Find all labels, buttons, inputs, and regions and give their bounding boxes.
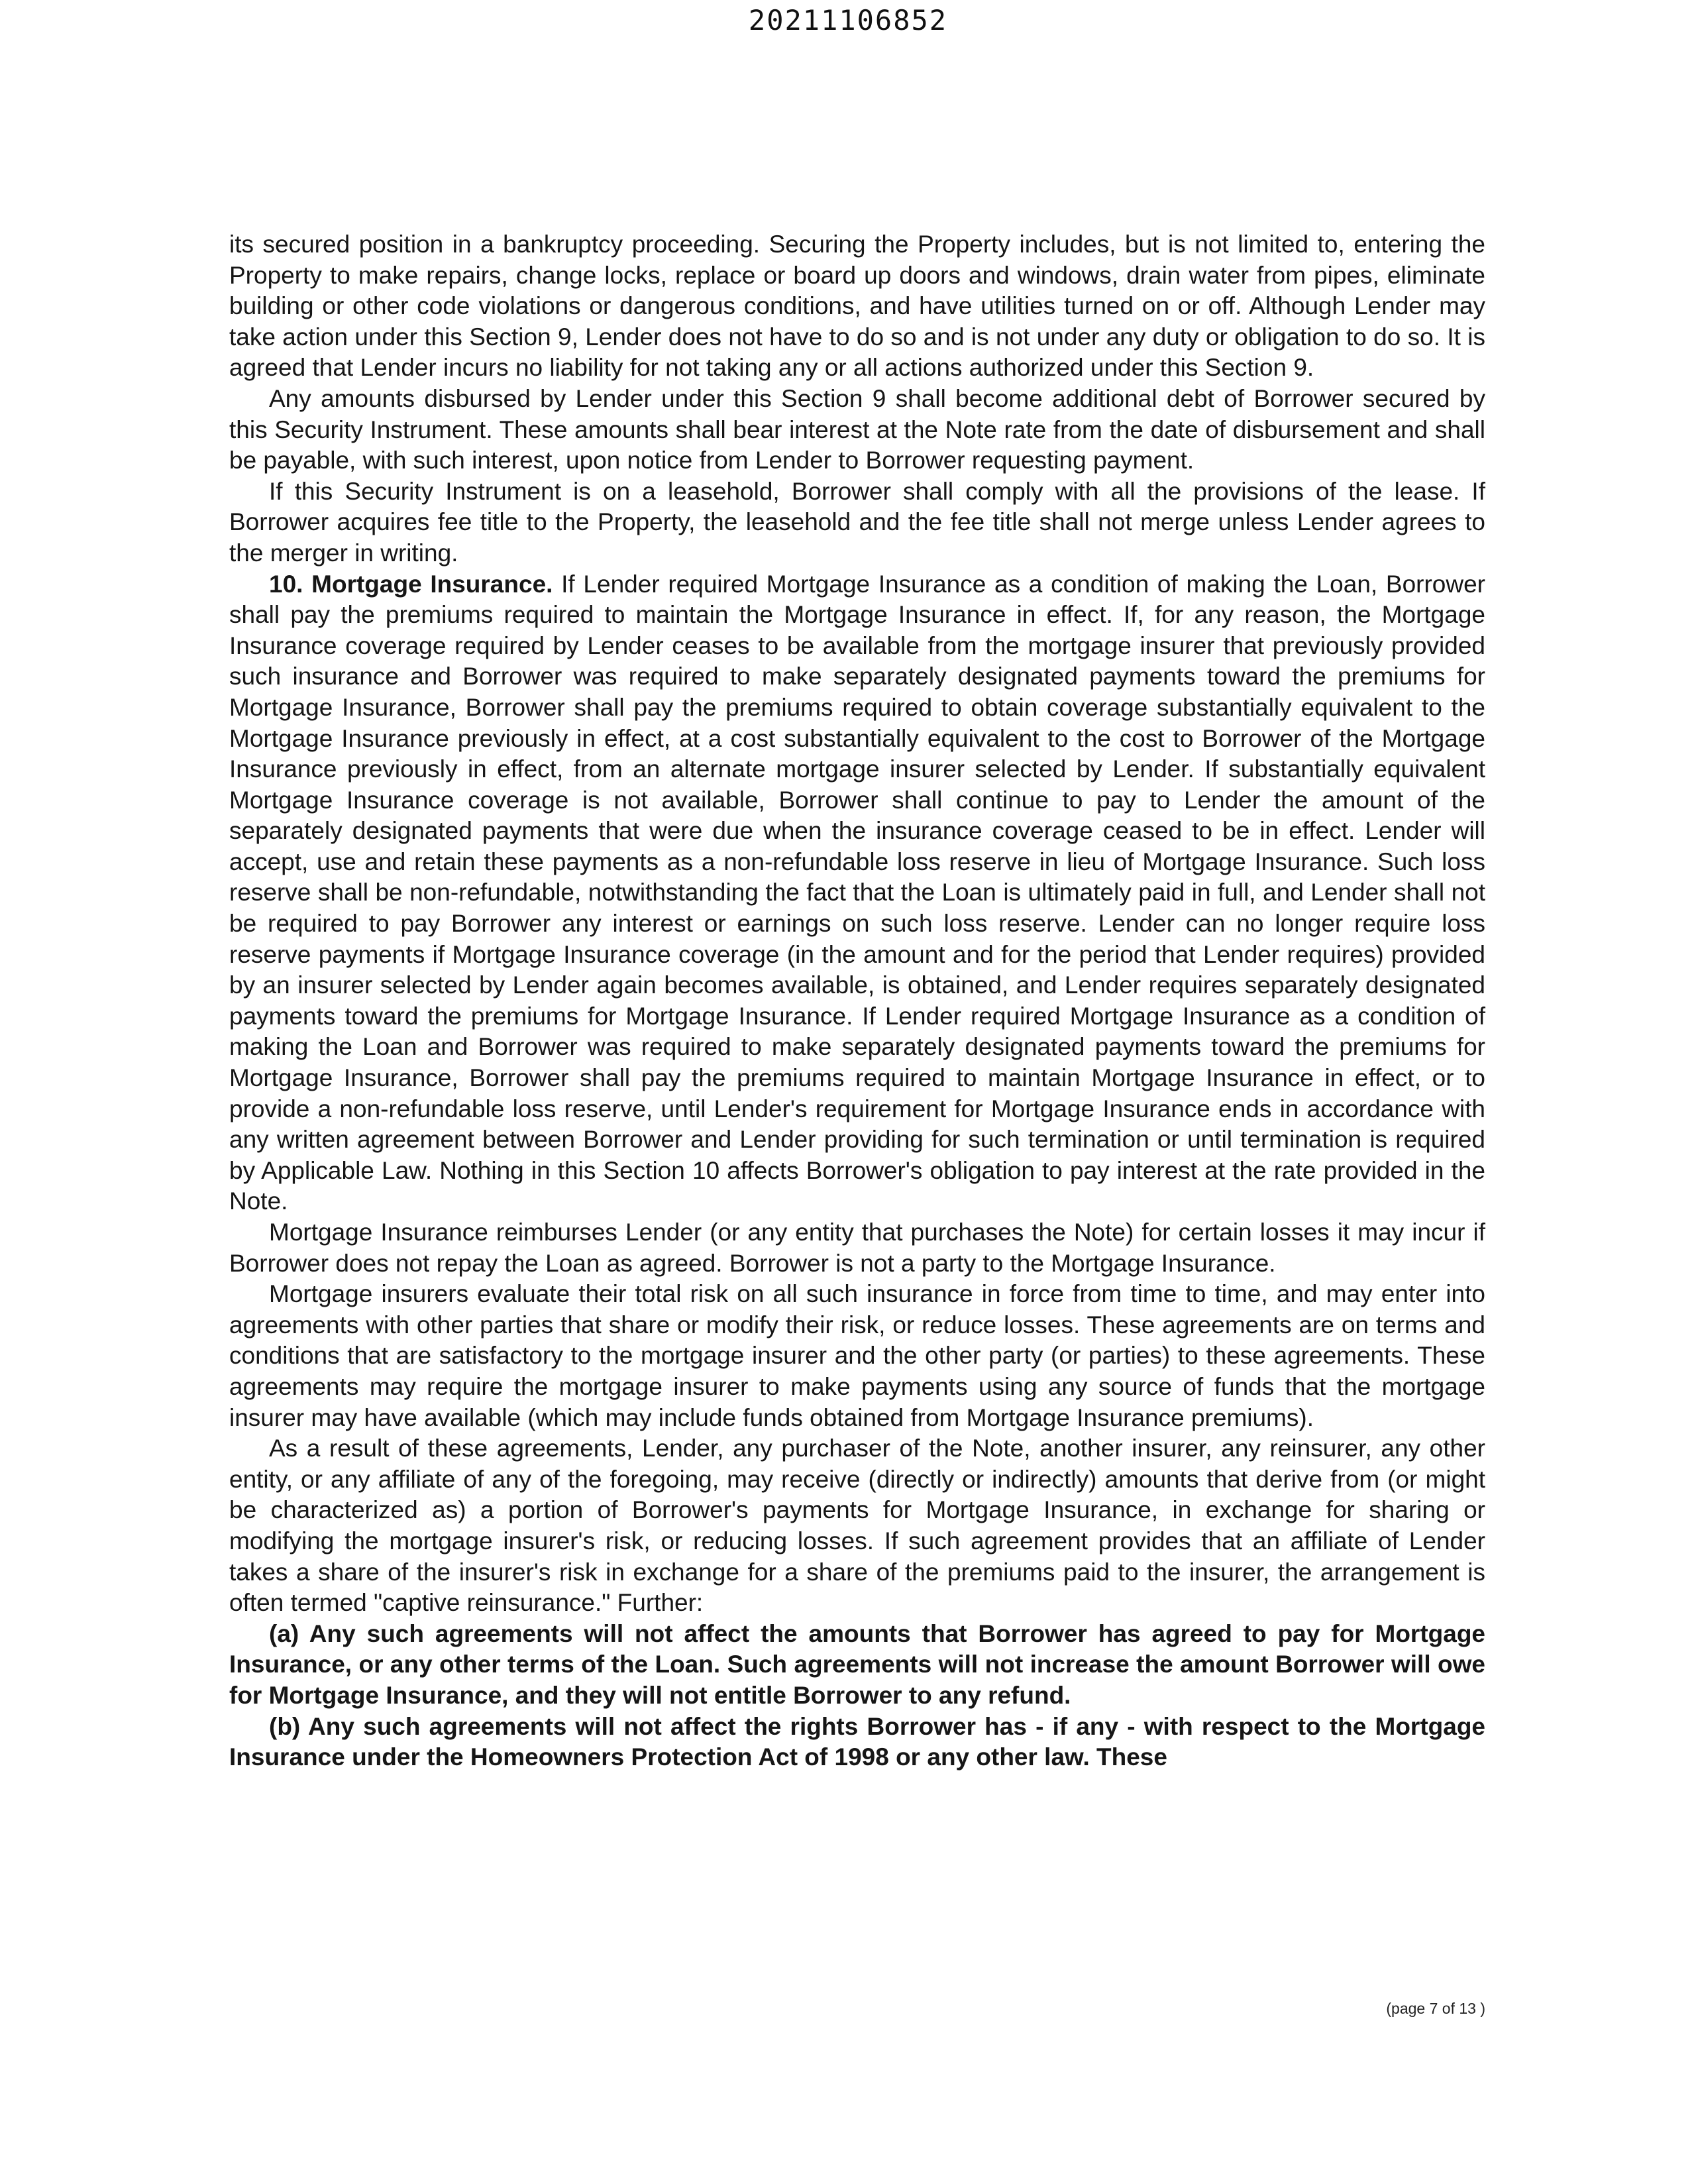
section-10-text: If Lender required Mortgage Insurance as a condition of making the Loan, Borrower shall pay the premiums required to maintain the Mortgage Insurance in effect. If, for any reason, the Mortgage Insurance coverage required by Lender ceases to be available from the mortgage insurer that previously provided such insurance and Borrower was required to make separately designated payments toward the premiums for Mortgage Insurance, Borrower shall pay the premiums required to obtain coverage substantially equivalent to the Mortgage Insurance previously in effect, at a cost substantially equivalent to the cost to Borrower of the Mortgage Insurance previously in effect, from an alternate mortgage insurer selected by Lender. If substantially equivalent Mortgage Insurance coverage is not available, Borrower shall continue to pay to Lender the amount of the separately designated payments that were due when the insurance coverage ceased to be in effect. Lender will accept, use and retain these payments as a non-refundable loss reserve in lieu of Mortgage Insurance. Such loss reserve shall be non-refundable, notwithstanding the fact that the Loan is ultimately paid in full, and Lender shall not be required to pay Borrower any interest or earnings on such loss reserve. Lender can no longer require loss reserve payments if Mortgage Insurance coverage (in the amount and for the period that Lender requires) provided by an insurer selected by Lender again becomes available, is obtained, and Lender requires separately designated payments toward the premiums for Mortgage Insurance. If Lender required Mortgage Insurance as a condition of making the Loan and Borrower was required to make separately designated payments toward the premiums for Mortgage Insurance, Borrower shall pay the premiums required to maintain Mortgage Insurance in effect, or to provide a non-refundable loss reserve, until Lender's requirement for Mortgage Insurance ends in accordance with any written agreement between Borrower and Lender providing for such termination or until termination is required by Applicable Law. Nothing in this Section 10 affects Borrower's obligation to pay interest at the rate provided in the Note.: [229, 570, 1486, 1215]
paragraph-captive-reinsurance: As a result of these agreements, Lender, any purchaser of the Note, another insurer, any reinsurer, any other entity, or any affiliate of any of the foregoing, may receive (directly or indirectly) amounts that derive from (or might be characterized as) a portion of Borrower's payments for Mortgage Insurance, in exchange for sharing or modifying the mortgage insurer's risk, or reducing losses. If such agreement provides that an affiliate of Lender takes a share of the insurer's risk in exchange for a share of the premiums paid to the insurer, the arrangement is often termed "captive reinsurance." Further:: [229, 1435, 1485, 1617]
paragraph-mortgage-insurance: [229, 569, 1485, 1217]
paragraph-leasehold: If this Security Instrument is on a leasehold, Borrower shall comply with all the provisions of the lease. If Borrower acquires fee title to the Property, the leasehold and the fee title shall not merge unless Lender agrees to the merger in writing.: [229, 477, 1485, 567]
paragraph-mi-reimburses: Mortgage Insurance reimburses Lender (or any entity that purchases the Note) for certain losses it may incur if Borrower does not repay the Loan as agreed. Borrower is not a party to the Mortgage Insurance.: [229, 1219, 1485, 1277]
clause-a: (a) Any such agreements will not affect the amounts that Borrower has agreed to pay for Mortgage Insurance, or any other terms of the Loan. Such agreements will not increase the amount Borrower will owe for Mortgage Insurance, and they will not entitle Borrower to any refund.: [229, 1619, 1485, 1709]
document-body: [229, 229, 1485, 1773]
section-10-heading: 10. Mortgage Insurance.: [269, 570, 553, 598]
paragraph-securing-property: its secured position in a bankruptcy proceeding. Securing the Property includes, but is not limited to, entering the Property to make repairs, change locks, replace or board up doors and windows, drain water from pipes, eliminate building or other code violations or dangerous conditions, and have utilities turned on or off. Although Lender may take action under this Section 9, Lender does not have to do so and is not under any duty or obligation to do so. It is agreed that Lender incurs no liability for not taking any or all actions authorized under this Section 9.: [229, 231, 1485, 382]
document-number: 20211106852: [748, 4, 948, 36]
paragraph-insurers-evaluate: Mortgage insurers evaluate their total risk on all such insurance in force from time to time, and may enter into agreements with other parties that share or modify their risk, or reduce losses. These agreements are on terms and conditions that are satisfactory to the mortgage insurer and the other party (or parties) to these agreements. These agreements may require the mortgage insurer to make payments using any source of funds that the mortgage insurer may have available (which may include funds obtained from Mortgage Insurance premiums).: [229, 1280, 1485, 1431]
page-indicator: (page 7 of 13 ): [1386, 2000, 1485, 2017]
clause-b: (b) Any such agreements will not affect the rights Borrower has - if any - with respect to the Mortgage Insurance under the Homeowners Protection Act of 1998 or any other law. These: [229, 1712, 1485, 1771]
paragraph-amounts-disbursed: Any amounts disbursed by Lender under this Section 9 shall become additional debt of Borrower secured by this Security Instrument. These amounts shall bear interest at the Note rate from the date of disbursement and shall be payable, with such interest, upon notice from Lender to Borrower requesting payment.: [229, 384, 1485, 474]
